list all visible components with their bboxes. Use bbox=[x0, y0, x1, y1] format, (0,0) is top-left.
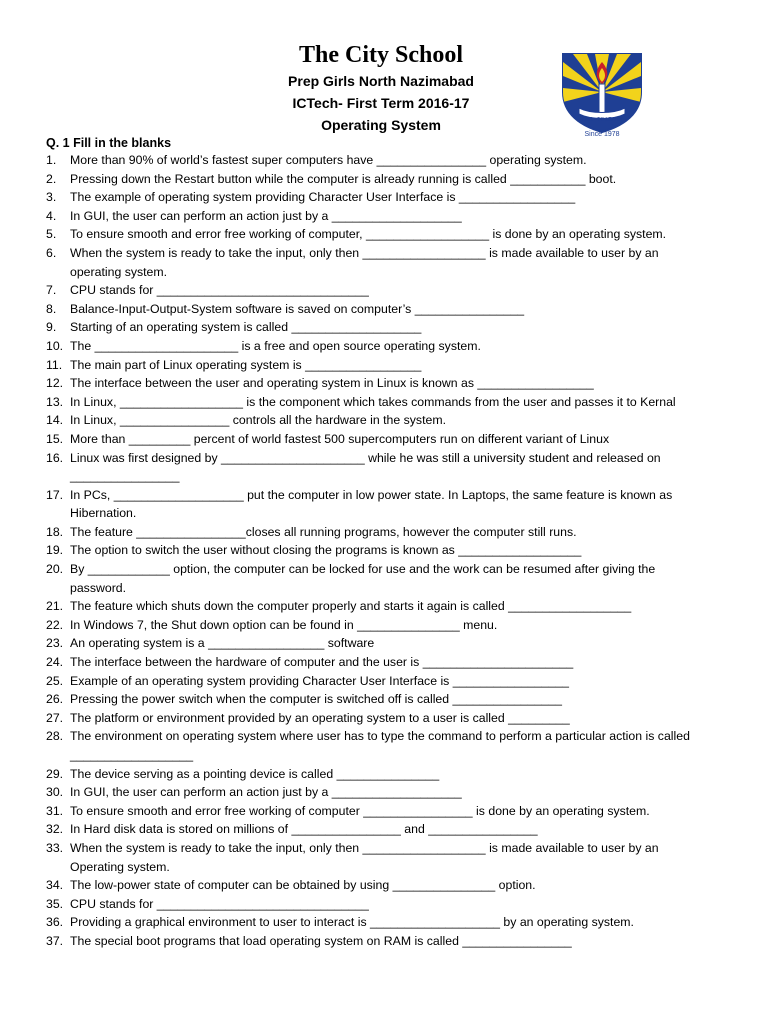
question-number: 34. bbox=[46, 878, 64, 893]
question-text: The main part of Linux operating system is _________________ bbox=[70, 357, 422, 372]
question-number: 35. bbox=[46, 896, 64, 911]
question-item bbox=[0, 318, 768, 337]
question-text: In PCs, ___________________ put the computer in low power state. In Laptops, the same feature is known as Hibernation. bbox=[70, 487, 673, 521]
question-text: In Linux, ________________ controls all the hardware in the system. bbox=[70, 413, 446, 428]
question-item bbox=[0, 802, 768, 821]
question-item bbox=[0, 783, 768, 802]
question-item bbox=[0, 281, 768, 300]
question-item bbox=[0, 597, 768, 616]
question-item bbox=[0, 616, 768, 635]
question-number: 10. bbox=[46, 338, 64, 353]
question-item bbox=[0, 188, 768, 207]
question-number: 19. bbox=[46, 543, 64, 558]
question-item bbox=[0, 393, 768, 412]
section-heading: Q. 1 Fill in the blanks bbox=[46, 136, 172, 150]
question-item bbox=[0, 932, 768, 951]
question-number: 21. bbox=[46, 599, 64, 614]
question-item bbox=[0, 709, 768, 728]
question-item bbox=[0, 820, 768, 839]
question-number: 26. bbox=[46, 692, 64, 707]
question-text: When the system is ready to take the input, only then __________________ is made available to user by an Operating system. bbox=[70, 840, 659, 874]
question-item bbox=[0, 690, 768, 709]
question-item bbox=[0, 523, 768, 542]
question-number: 6. bbox=[46, 245, 57, 260]
question-number: 22. bbox=[46, 617, 64, 632]
logo-since: Since 1978 bbox=[584, 131, 620, 136]
question-item bbox=[0, 913, 768, 932]
question-number: 8. bbox=[46, 301, 57, 316]
question-number: 12. bbox=[46, 376, 64, 391]
question-text: Example of an operating system providing Character User Interface is _________________ bbox=[70, 673, 570, 688]
question-number: 5. bbox=[46, 227, 57, 242]
question-text: Providing a graphical environment to user to interact is ___________________ by an operating system. bbox=[70, 915, 634, 930]
question-text: Pressing the power switch when the computer is switched off is called ________________ bbox=[70, 692, 562, 707]
question-item bbox=[0, 541, 768, 560]
subject-title: Operating System bbox=[321, 117, 441, 133]
question-item bbox=[0, 337, 768, 356]
question-number: 17. bbox=[46, 487, 64, 502]
header bbox=[0, 40, 768, 136]
question-text: To ensure smooth and error free working of computer ________________ is done by an operating system. bbox=[70, 803, 650, 818]
question-text: The feature ________________closes all running programs, however the computer still runs. bbox=[70, 524, 577, 539]
question-text: Pressing down the Restart button while the computer is already running is called ___________ boot. bbox=[70, 171, 617, 186]
question-item bbox=[0, 170, 768, 189]
question-item bbox=[0, 634, 768, 653]
question-list bbox=[0, 151, 768, 951]
branch-name: Prep Girls North Nazimabad bbox=[288, 73, 474, 89]
question-number: 11. bbox=[46, 357, 63, 372]
question-text: To ensure smooth and error free working of computer, __________________ is done by an operating system. bbox=[70, 227, 667, 242]
question-text: The example of operating system providing Character User Interface is _________________ bbox=[70, 190, 576, 205]
question-text: In Windows 7, the Shut down option can be found in _______________ menu. bbox=[70, 617, 498, 632]
question-item bbox=[0, 449, 768, 486]
question-text: The low-power state of computer can be obtained by using _______________ option. bbox=[70, 878, 536, 893]
logo-motto: FAIR · TO LEARN bbox=[581, 117, 623, 123]
question-item bbox=[0, 225, 768, 244]
question-number: 4. bbox=[46, 208, 57, 223]
question-item bbox=[0, 207, 768, 226]
question-item bbox=[0, 244, 768, 281]
question-item bbox=[0, 486, 768, 523]
question-item bbox=[0, 727, 768, 764]
question-text: The feature which shuts down the computer properly and starts it again is called __________________ bbox=[70, 599, 632, 614]
question-text: By ____________ option, the computer can be locked for use and the work can be resumed after giving the password. bbox=[70, 562, 656, 595]
question-number: 33. bbox=[46, 840, 64, 855]
question-number: 30. bbox=[46, 785, 64, 800]
question-text: In GUI, the user can perform an action just by a ___________________ bbox=[70, 208, 462, 223]
question-number: 13. bbox=[46, 394, 64, 409]
question-number: 20. bbox=[46, 562, 64, 577]
question-item bbox=[0, 839, 768, 876]
question-text: More than 90% of world’s fastest super computers have ________________ operating system. bbox=[70, 153, 587, 167]
question-number: 37. bbox=[46, 933, 64, 948]
question-text: The special boot programs that load operating system on RAM is called ________________ bbox=[70, 933, 572, 948]
question-number: 16. bbox=[46, 450, 64, 465]
question-number: 25. bbox=[46, 673, 64, 688]
question-item bbox=[0, 151, 768, 170]
question-item bbox=[0, 411, 768, 430]
question-text: Starting of an operating system is called ___________________ bbox=[70, 320, 422, 335]
question-number: 2. bbox=[46, 171, 57, 186]
question-number: 27. bbox=[46, 710, 64, 725]
question-number: 15. bbox=[46, 431, 64, 446]
question-item bbox=[0, 300, 768, 319]
question-number: 1. bbox=[46, 153, 57, 167]
question-number: 9. bbox=[46, 320, 57, 335]
question-item bbox=[0, 560, 768, 597]
question-text: In Linux, __________________ is the component which takes commands from the user and passes it to Kernal bbox=[70, 394, 676, 409]
question-number: 36. bbox=[46, 915, 64, 930]
question-text: An operating system is a _________________ software bbox=[70, 636, 375, 651]
question-text: Balance-Input-Output-System software is saved on computer’s ________________ bbox=[70, 301, 525, 316]
term-title: ICTech- First Term 2016-17 bbox=[292, 95, 470, 111]
question-text: CPU stands for _______________________________ bbox=[70, 283, 369, 298]
question-number: 24. bbox=[46, 655, 64, 670]
school-name: The City School bbox=[298, 42, 463, 68]
question-item bbox=[0, 356, 768, 375]
question-text: The option to switch the user without closing the programs is known as __________________ bbox=[70, 543, 582, 558]
question-item bbox=[0, 653, 768, 672]
question-item bbox=[0, 765, 768, 784]
question-text: The device serving as a pointing device is called _______________ bbox=[70, 766, 440, 781]
question-text: More than _________ percent of world fastest 500 supercomputers run on different variant of Linux bbox=[70, 431, 610, 446]
question-item bbox=[0, 374, 768, 393]
question-number: 28. bbox=[46, 729, 64, 744]
question-number: 7. bbox=[46, 283, 57, 298]
question-item bbox=[0, 430, 768, 449]
question-item bbox=[0, 876, 768, 895]
question-number: 31. bbox=[46, 803, 64, 818]
question-text: The interface between the user and operating system in Linux is known as _________________ bbox=[70, 376, 594, 391]
question-item bbox=[0, 895, 768, 914]
question-number: 29. bbox=[46, 766, 64, 781]
question-text: CPU stands for _______________________________ bbox=[70, 896, 369, 911]
question-text: The platform or environment provided by an operating system to a user is called _________ bbox=[70, 710, 570, 725]
question-number: 14. bbox=[46, 413, 64, 428]
question-text: When the system is ready to take the input, only then __________________ is made available to user by an operating system. bbox=[70, 245, 659, 279]
question-text: Linux was first designed by _____________________ while he was still a university student and released on ________________ bbox=[70, 450, 661, 484]
question-number: 18. bbox=[46, 524, 64, 539]
question-text: In Hard disk data is stored on millions of ________________ and ________________ bbox=[70, 822, 538, 837]
question-text: The _____________________ is a free and open source operating system. bbox=[70, 338, 481, 353]
question-text: The interface between the hardware of computer and the user is ______________________ bbox=[70, 655, 574, 670]
question-number: 3. bbox=[46, 190, 57, 205]
question-text: The environment on operating system where user has to type the command to perform a particular action is called __________________ bbox=[70, 729, 690, 762]
question-text: In GUI, the user can perform an action just by a ___________________ bbox=[70, 785, 462, 800]
question-number: 32. bbox=[46, 822, 64, 837]
question-number: 23. bbox=[46, 636, 64, 651]
school-logo bbox=[553, 48, 651, 136]
question-item bbox=[0, 672, 768, 691]
